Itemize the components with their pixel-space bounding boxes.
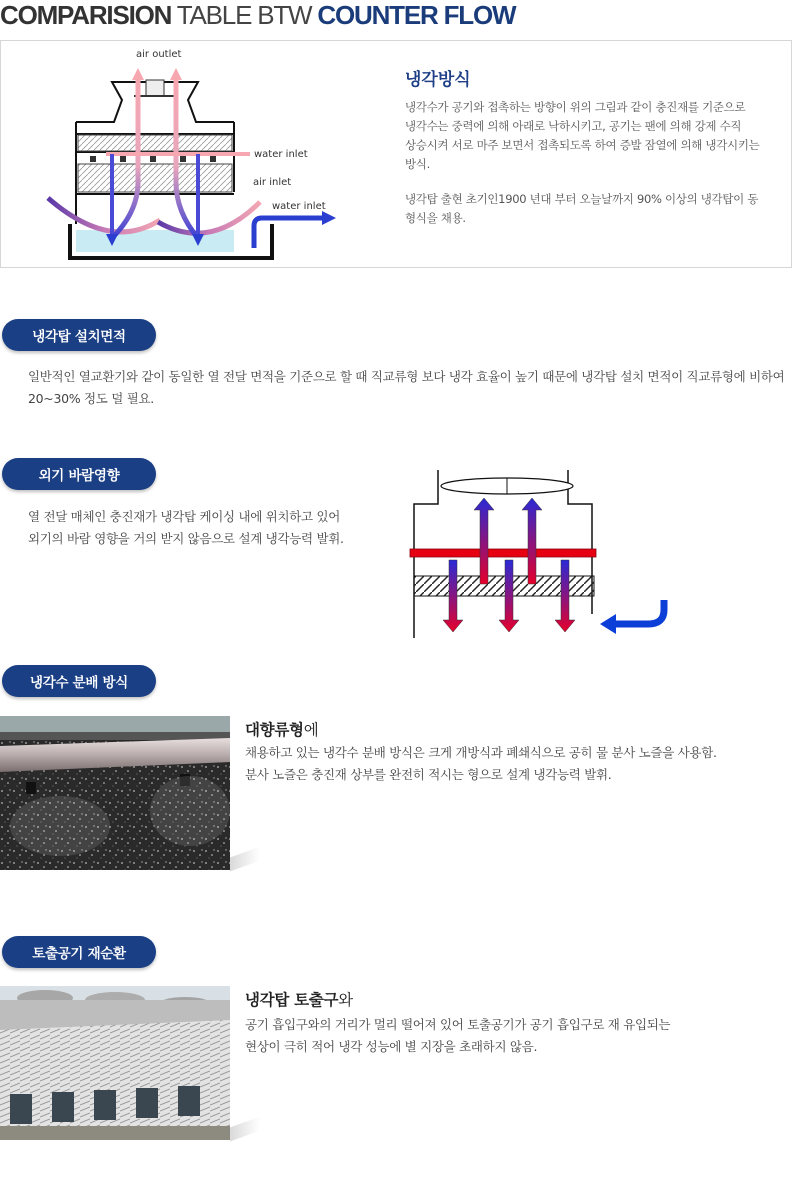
section-label-wind-effect: 외기 바람영향 [2, 458, 156, 490]
nozzle-photo [0, 716, 230, 870]
section2-body: 열 전달 매체인 충진재가 냉각탑 케이싱 내에 위치하고 있어 외기의 바람 영향을 거의 받지 않음으로 설계 냉각능력 발휘. [28, 509, 344, 546]
section-label-water-distribution: 냉각수 분배 방식 [2, 665, 156, 697]
water-distribution-pipe [410, 549, 596, 557]
section1-body: 일반적인 열교환기와 같이 동일한 열 전달 면적을 기준으로 할 때 직교류형 보다 냉각 효율이 높기 때문에 냉각탑 설치 면적이 직교류형에 비하여 20~30% 정도 덜 필요. [28, 369, 785, 406]
section-label-recirculation: 토출공기 재순환 [2, 936, 156, 968]
section3-body: 채용하고 있는 냉각수 분배 방식은 크게 개방식과 폐쇄식으로 공히 물 분사 노즐을 사용함. 분사 노즐은 충진재 상부를 완전히 적시는 형으로 설계 냉각능력 발휘. [245, 745, 717, 782]
wind-arrow [614, 600, 664, 624]
section4-heading: 냉각탑 토출구와 [245, 991, 353, 1009]
label-air-inlet: air inlet [253, 177, 292, 188]
section-label-installation-area: 냉각탑 설치면적 [2, 319, 156, 351]
label-water-inlet-bottom: water inlet [272, 201, 326, 212]
page-title: COMPARISION TABLE BTW COUNTER FLOW [0, 0, 516, 30]
wind-effect-diagram [408, 464, 676, 640]
label-air-outlet: air outlet [136, 49, 182, 60]
section4-body: 공기 흡입구와의 거리가 멀리 떨어져 있어 토출공기가 공기 흡입구로 재 유입되는 현상이 극히 적어 냉각 성능에 별 지장을 초래하지 않음. [245, 1017, 671, 1054]
counter-flow-diagram [40, 42, 350, 264]
drift-eliminator [78, 135, 232, 151]
section3-heading: 대향류형에 [245, 721, 319, 739]
water-outlet-pipe [254, 218, 322, 248]
intro-paragraph-2: 냉각탑 출현 초기인1900 년대 부터 오늘날까지 90% 이상의 냉각탑이 동 형식을 채용. [405, 192, 759, 225]
intro-paragraph-1: 냉각수가 공기와 접촉하는 방향이 위의 그림과 같이 충진재를 기준으로 냉각수는 중력에 의해 아래로 낙하시키고, 공기는 팬에 의해 강제 수직 상승시켜 서로 마주 보면서 접촉되도록 하여 증발 잠열에 의해 냉각시키는 방식. [405, 100, 760, 171]
water-outlet-arrowhead [322, 211, 336, 225]
wind-arrowhead [600, 614, 616, 634]
fill-media [78, 164, 232, 192]
intro-heading: 냉각방식 [405, 70, 471, 90]
air-inlet-arc-right [158, 202, 260, 233]
label-water-inlet-top: water inlet [254, 149, 308, 160]
cooling-tower-photo [0, 986, 230, 1140]
air-outlet-arrowheads [132, 68, 182, 80]
air-inlet-arc-left [48, 198, 160, 232]
